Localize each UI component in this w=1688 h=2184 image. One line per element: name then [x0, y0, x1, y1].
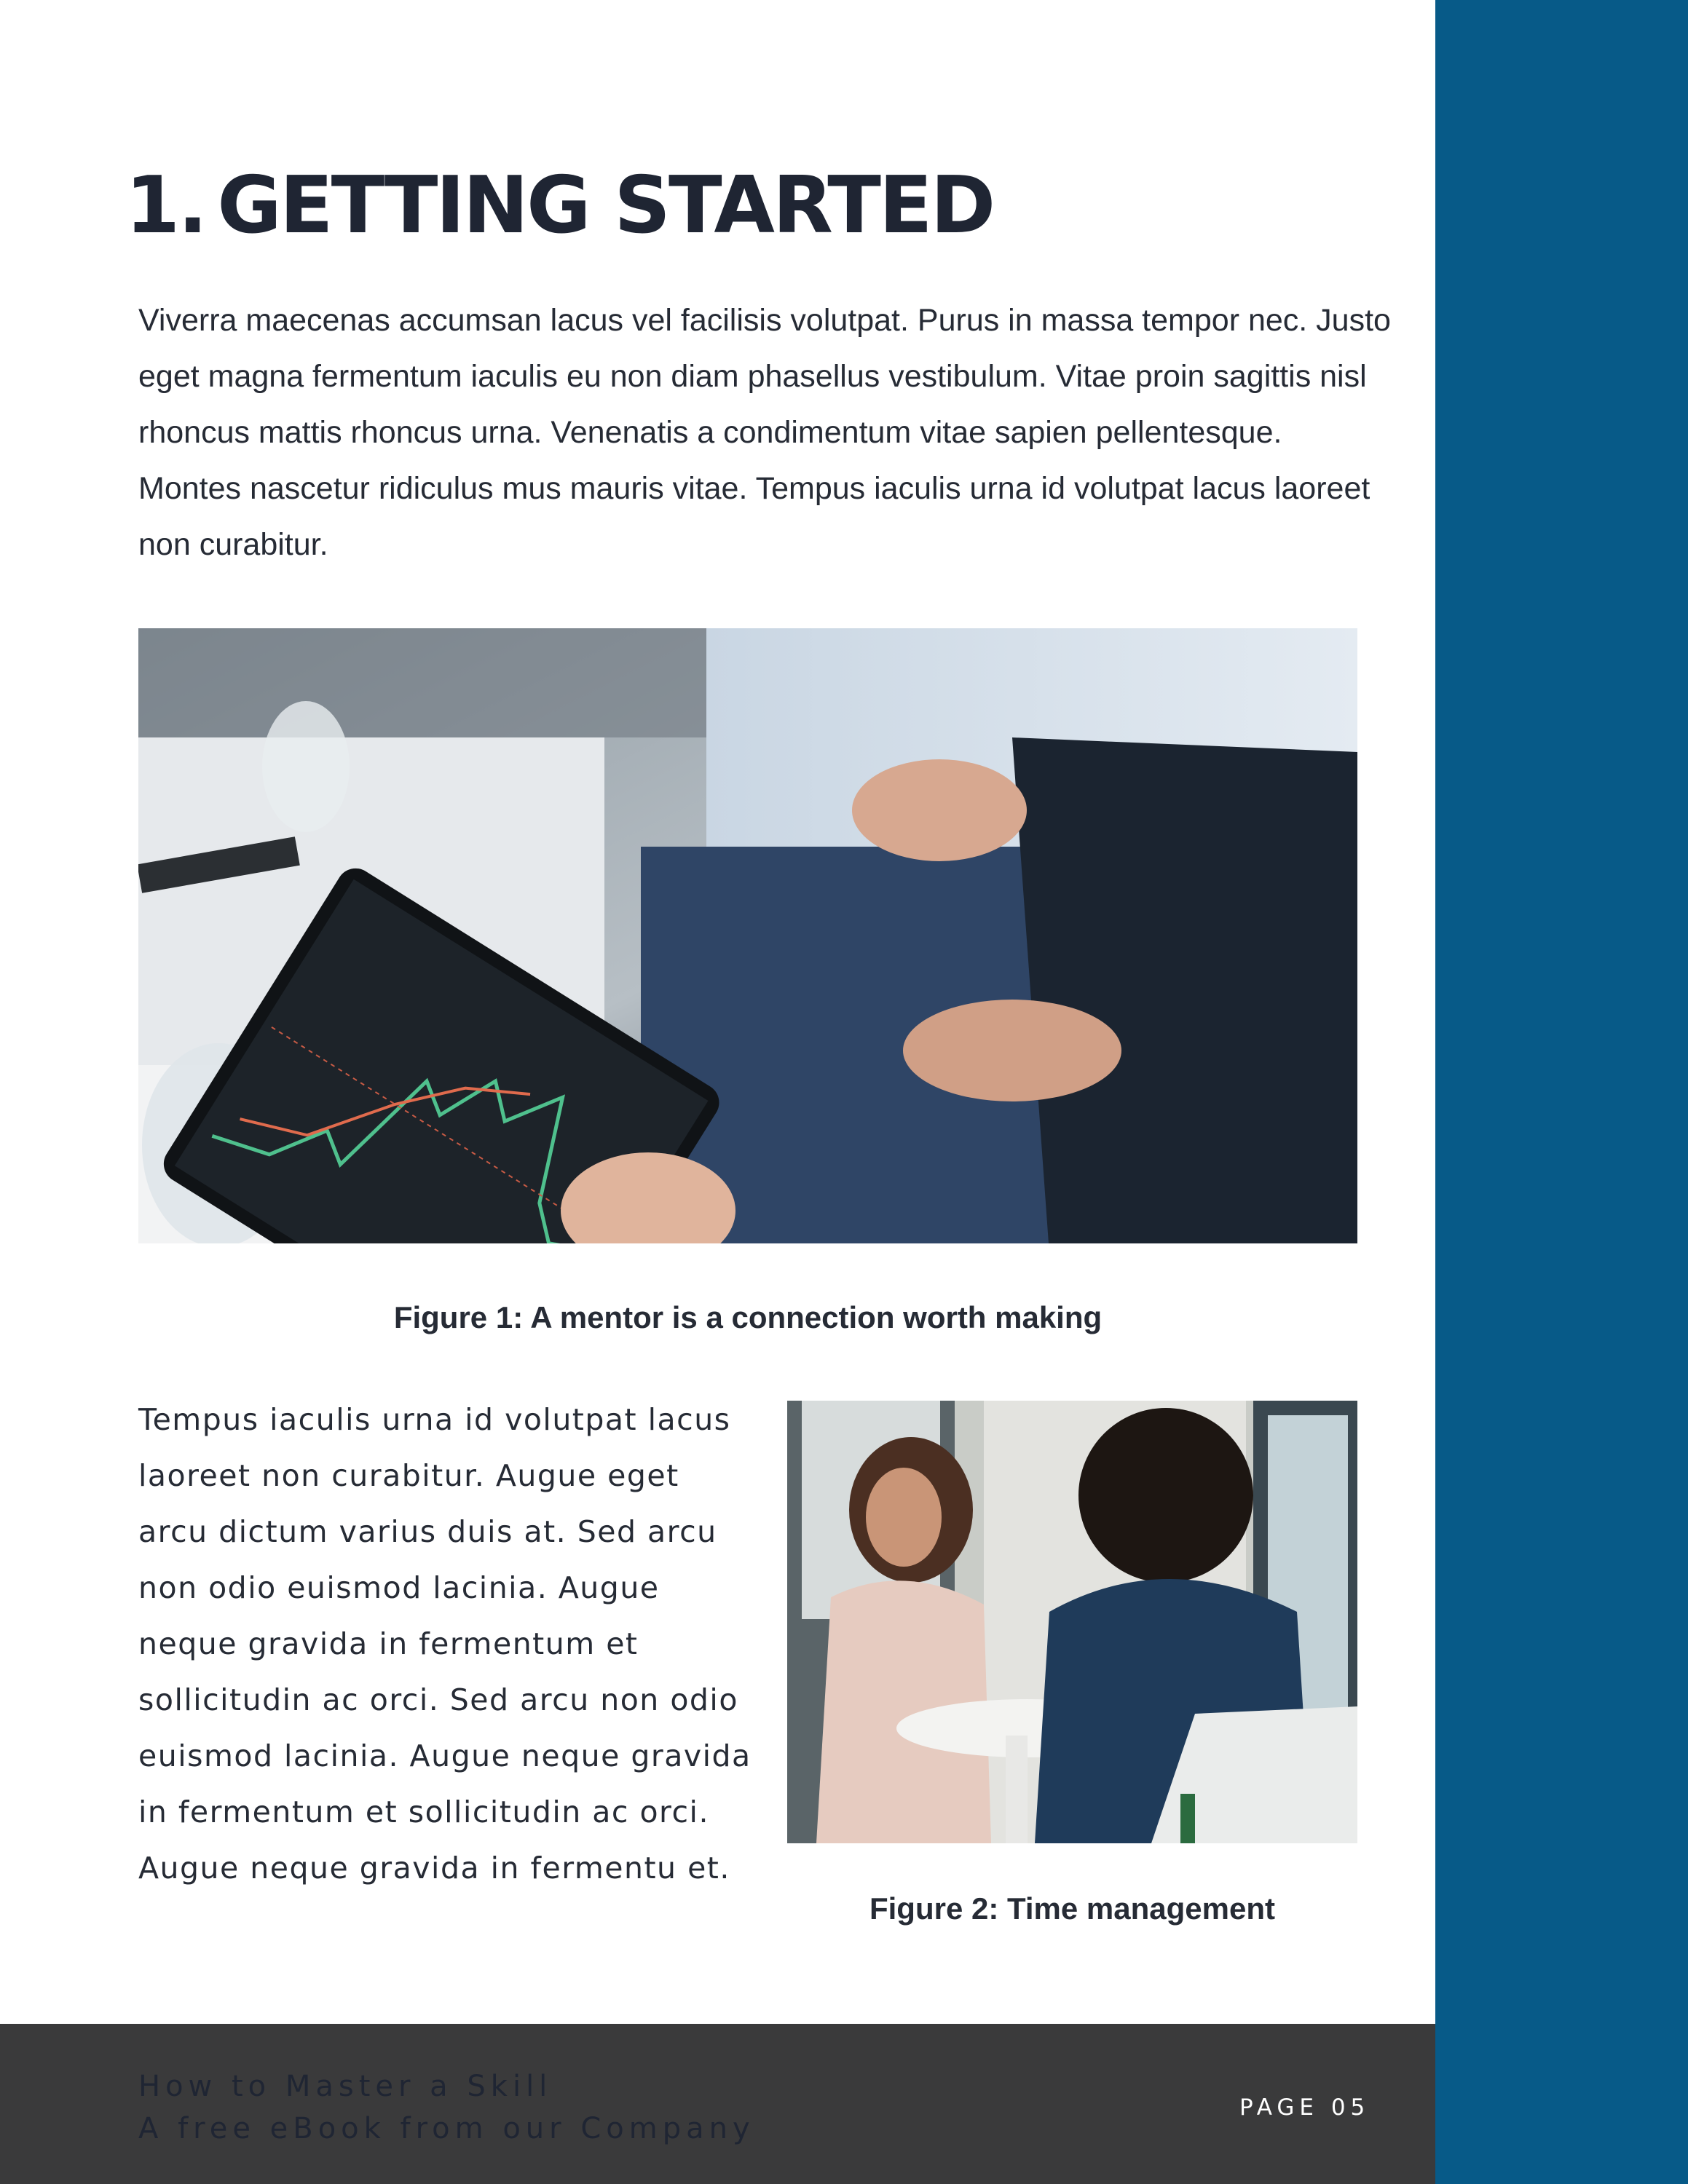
body-line: neque gravida in fermentum et: [138, 1626, 639, 1661]
body-line: in fermentum et sollicitudin ac orci.: [138, 1795, 709, 1829]
page-title: [125, 159, 993, 253]
section-number: 1.: [125, 160, 206, 251]
section-title: GETTING STARTED: [217, 160, 994, 251]
body-line: laoreet non curabitur. Augue eget: [138, 1458, 679, 1493]
body-line: Augue neque gravida in fermentu et.: [138, 1851, 730, 1886]
footer-book-subtitle: A free eBook from our Company: [138, 2112, 755, 2145]
footer-book-title: How to Master a Skill: [138, 2070, 553, 2103]
body-paragraph: [138, 1392, 772, 1896]
sidebar-accent: [1435, 0, 1688, 2184]
body-line: Tempus iaculis urna id volutpat lacus: [138, 1402, 731, 1437]
figure-2-image: [787, 1401, 1357, 1843]
figure-1-caption: Figure 1: A mentor is a connection worth making: [393, 1300, 1103, 1334]
figure-2-caption: Figure 2: Time management: [869, 1891, 1276, 1926]
figure-1-image: [138, 628, 1357, 1243]
intro-paragraph: Viverra maecenas accumsan lacus vel facilisis volutpat. Purus in massa tempor nec. Justo eget magna fermentum iaculis eu non diam phasellus vestibulum. Vitae proin sagittis nisl rhoncus mattis rhoncus urna. Venenatis a condimentum vitae sapien pellentesque. Montes nascetur ridiculus mus mauris vitae. Tempus iaculis urna id volutpat lacus laoreet non curabitur.: [138, 303, 1391, 562]
body-line: sollicitudin ac orci. Sed arcu non odio: [138, 1682, 738, 1717]
body-line: arcu dictum varius duis at. Sed arcu: [138, 1514, 717, 1549]
body-line: non odio euismod lacinia. Augue: [138, 1570, 660, 1605]
meeting-photo: [787, 1401, 1357, 1843]
tablet-handshake-photo: [138, 628, 1357, 1243]
body-line: euismod lacinia. Augue neque gravida: [138, 1738, 752, 1773]
